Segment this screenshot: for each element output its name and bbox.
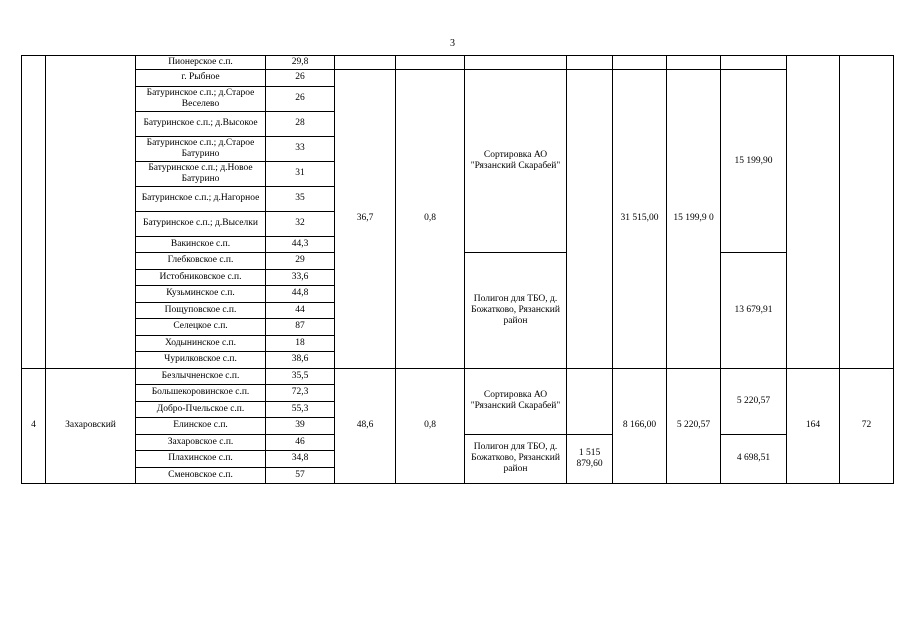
- settlement-value-cell: 33: [266, 136, 335, 161]
- settlement-value-cell: 38,6: [266, 352, 335, 369]
- settlement-value-cell: 26: [266, 86, 335, 111]
- settlement-value-cell: 31: [266, 161, 335, 186]
- amount-sort-cell: 15 199,90: [721, 70, 787, 253]
- table-row: [22, 56, 894, 70]
- empty-cell: [721, 56, 787, 70]
- settlement-cell: Селецкое с.п.: [136, 319, 266, 336]
- settlement-cell: Батуринское с.п.; д.Выселки: [136, 211, 266, 236]
- distance-cell: 36,7: [335, 70, 396, 369]
- settlement-value-cell: 35,5: [266, 368, 335, 385]
- settlement-value-cell: 87: [266, 319, 335, 336]
- sum-total-cell: 8 166,00: [613, 368, 667, 484]
- polygon-value-cell: 1 515 879,60: [567, 434, 613, 484]
- row-number-cell: 4: [22, 368, 46, 484]
- sum-part-cell: 15 199,9 0: [667, 70, 721, 369]
- empty-cell: [465, 56, 567, 70]
- settlement-cell: Чурилковское с.п.: [136, 352, 266, 369]
- settlement-cell: Безлычненское с.п.: [136, 368, 266, 385]
- settlement-cell: Кузьминское с.п.: [136, 286, 266, 303]
- settlement-value-cell: 32: [266, 211, 335, 236]
- settlement-cell: Большекоровинское с.п.: [136, 385, 266, 402]
- settlement-cell: Сменовское с.п.: [136, 467, 266, 484]
- settlement-value-cell: 44,8: [266, 286, 335, 303]
- coefficient-cell: 0,8: [396, 70, 465, 369]
- empty-cell: [335, 56, 396, 70]
- count-a-cell: 164: [787, 368, 840, 484]
- settlement-value-cell: 28: [266, 111, 335, 136]
- empty-cell: [667, 56, 721, 70]
- settlement-value-cell: 34,8: [266, 451, 335, 468]
- facility-polygon-cell: Полигон для ТБО, д. Божатково, Рязанский район: [465, 253, 567, 369]
- settlement-cell: Плахинское с.п.: [136, 451, 266, 468]
- polygon-value-cell: [567, 70, 613, 369]
- settlement-value-cell: 44,3: [266, 236, 335, 253]
- settlement-value-cell: 44: [266, 302, 335, 319]
- count-b-cell: [840, 56, 894, 369]
- amount-sort-cell: 5 220,57: [721, 368, 787, 434]
- count-a-cell: [787, 56, 840, 369]
- settlement-value-cell: 26: [266, 70, 335, 87]
- settlement-value-cell: 18: [266, 335, 335, 352]
- settlement-cell: Батуринское с.п.; д.Новое Батурино: [136, 161, 266, 186]
- coefficient-cell: 0,8: [396, 368, 465, 484]
- table-row: [22, 70, 894, 87]
- settlement-cell: Захаровское с.п.: [136, 434, 266, 451]
- settlement-value-cell: 57: [266, 467, 335, 484]
- amount-polygon-cell: 13 679,91: [721, 253, 787, 369]
- empty-cell: [567, 368, 613, 434]
- table-body: [22, 56, 894, 484]
- empty-cell: [396, 56, 465, 70]
- facility-sort-cell: Сортировка АО "Рязанский Скарабей": [465, 368, 567, 434]
- settlement-value-cell: 33,6: [266, 269, 335, 286]
- settlement-cell: Пионерское с.п.: [136, 56, 266, 70]
- settlement-value-cell: 55,3: [266, 401, 335, 418]
- settlement-value-cell: 39: [266, 418, 335, 435]
- district-cell: [46, 56, 136, 369]
- settlement-cell: Вакинское с.п.: [136, 236, 266, 253]
- settlement-cell: Батуринское с.п.; д.Старое Веселево: [136, 86, 266, 111]
- settlement-cell: Ходынинское с.п.: [136, 335, 266, 352]
- sum-part-cell: 5 220,57: [667, 368, 721, 484]
- settlement-cell: Истобниковское с.п.: [136, 269, 266, 286]
- settlement-cell: Глебковское с.п.: [136, 253, 266, 270]
- settlement-cell: г. Рыбное: [136, 70, 266, 87]
- facility-polygon-cell: Полигон для ТБО, д. Божатково, Рязанский район: [465, 434, 567, 484]
- settlement-value-cell: 35: [266, 186, 335, 211]
- count-b-cell: 72: [840, 368, 894, 484]
- page-number: 3: [450, 38, 455, 49]
- amount-polygon-cell: 4 698,51: [721, 434, 787, 484]
- facility-sort-cell: Сортировка АО "Рязанский Скарабей": [465, 70, 567, 253]
- settlement-value-cell: 29,8: [266, 56, 335, 70]
- settlement-cell: Пощуповское с.п.: [136, 302, 266, 319]
- settlement-cell: Елинское с.п.: [136, 418, 266, 435]
- settlement-cell: Батуринское с.п.; д.Старое Батурино: [136, 136, 266, 161]
- data-table: [21, 55, 894, 484]
- distance-cell: 48,6: [335, 368, 396, 484]
- empty-cell: [613, 56, 667, 70]
- settlement-cell: Батуринское с.п.; д.Нагорное: [136, 186, 266, 211]
- district-cell: Захаровский: [46, 368, 136, 484]
- settlement-cell: Батуринское с.п.; д.Высокое: [136, 111, 266, 136]
- settlement-value-cell: 46: [266, 434, 335, 451]
- table-row: [22, 368, 894, 385]
- settlement-value-cell: 29: [266, 253, 335, 270]
- sum-total-cell: 31 515,00: [613, 70, 667, 369]
- row-number-cell: [22, 56, 46, 369]
- settlement-value-cell: 72,3: [266, 385, 335, 402]
- empty-cell: [567, 56, 613, 70]
- settlement-cell: Добро-Пчельское с.п.: [136, 401, 266, 418]
